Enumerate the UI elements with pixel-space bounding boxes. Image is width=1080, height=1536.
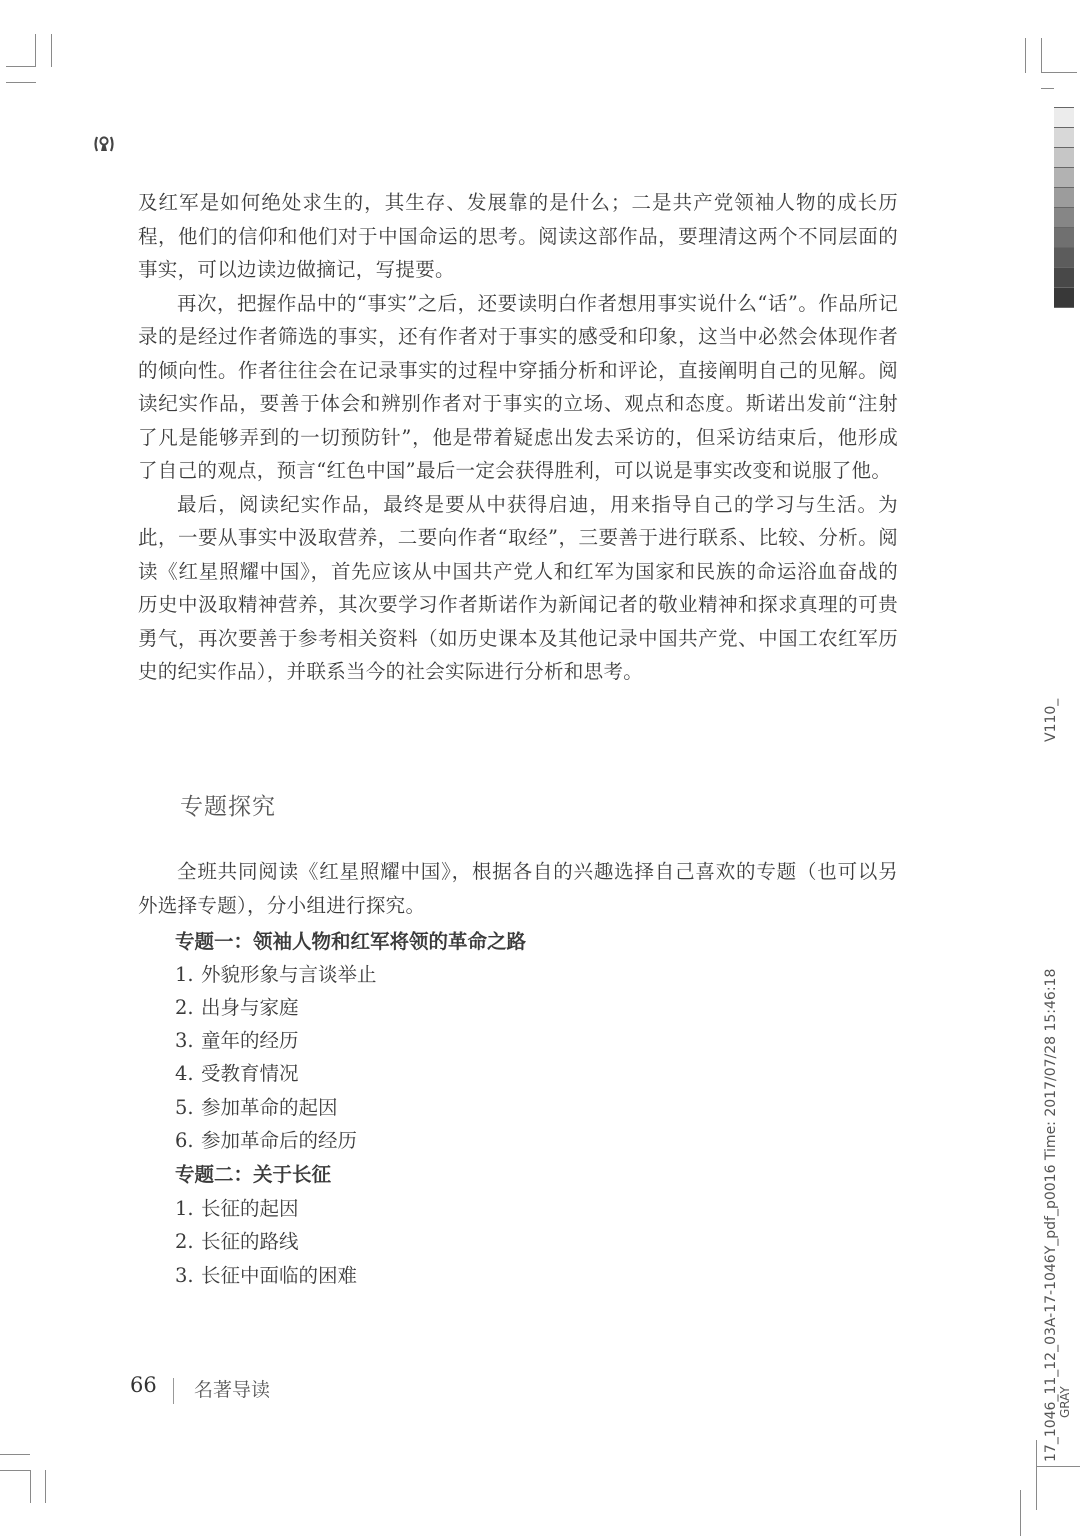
gray-step [1054, 248, 1074, 268]
item-text: 长征中面临的困难 [201, 1264, 358, 1287]
section-title: 专题探究 [180, 794, 276, 820]
paragraph-1: 及红军是如何绝处求生的，其生存、发展靠的是什么；二是共产党领袖人物的成长历程，他们的信仰和他们对于中国命运的思考。阅读这部作品，要理清这两个不同层面的事实，可以边读边做摘记，写提要。 [138, 191, 898, 281]
item-number: 2. [175, 1230, 194, 1253]
crop-mark-bottom-left-v1 [30, 1470, 31, 1503]
gray-step [1054, 108, 1074, 128]
topic-1-item [175, 1025, 299, 1053]
crop-mark-bottom-right-v2 [1036, 1466, 1037, 1510]
body-text [138, 186, 898, 689]
gray-step [1054, 88, 1074, 108]
topic-1-item [175, 1058, 299, 1086]
crop-mark-bottom-right-v1 [1036, 1440, 1037, 1466]
item-text: 参加革命的起因 [201, 1096, 338, 1119]
reading-tower-icon [93, 134, 115, 158]
crop-mark-top-right-h1 [1041, 72, 1077, 73]
item-number: 3. [175, 1264, 194, 1287]
paragraph-2: 再次，把握作品中的“事实”之后，还要读明白作者想用事实说什么“话”。作品所记录的是经过作者筛选的事实，还有作者对于事实的感受和印象，这当中必然会体现作者的倾向性。作者往往会在记录事实的过程中穿插分析和评论，直接阐明自己的见解。阅读纪实作品，要善于体会和辨别作者对于事实的立场、观点和态度。斯诺出发前“注射了凡是能够弄到的一切预防针”，他是带着疑虑出发去采访的，但采访结束后，他形成了自己的观点，预言“红色中国”最后一定会获得胜利，可以说是事实改变和说服了他。 [138, 291, 898, 482]
crop-mark-top-left-h2 [6, 82, 36, 83]
gray-step [1054, 168, 1074, 188]
crop-mark-top-right-v2 [1041, 38, 1042, 73]
item-text: 外貌形象与言谈举止 [201, 963, 377, 986]
gray-step [1054, 228, 1074, 248]
topic-2-item [175, 1193, 299, 1221]
crop-mark-bottom-left-v2 [45, 1470, 46, 1503]
item-number: 1. [175, 963, 194, 986]
topic-1-item [175, 1125, 357, 1153]
item-text: 童年的经历 [201, 1029, 299, 1052]
gray-step [1054, 288, 1074, 308]
item-number: 1. [175, 1197, 194, 1220]
page-number: 66 [130, 1373, 157, 1397]
item-text: 参加革命后的经历 [201, 1129, 358, 1152]
gray-step [1054, 208, 1074, 228]
crop-mark-top-left-h1 [6, 66, 36, 67]
crop-mark-top-left-v2 [51, 34, 52, 67]
item-text: 出身与家庭 [201, 996, 299, 1019]
topic-2-heading: 专题二：关于长征 [175, 1163, 332, 1186]
section-intro [138, 855, 898, 922]
reading-tower-icon-svg [93, 134, 115, 154]
version-slug: V110_ [1043, 698, 1059, 742]
crop-mark-bottom-right-v3 [1020, 1490, 1021, 1536]
topic-1-heading: 专题一：领袖人物和红军将领的革命之路 [175, 930, 527, 953]
footer-divider [173, 1378, 174, 1404]
item-number: 5. [175, 1096, 194, 1119]
topic-1-item [175, 1092, 338, 1120]
topic-2-item [175, 1260, 357, 1288]
item-text: 长征的路线 [201, 1230, 299, 1253]
crop-mark-top-right-v1 [1025, 38, 1026, 73]
item-number: 4. [175, 1062, 194, 1085]
item-text: 受教育情况 [201, 1062, 299, 1085]
crop-mark-bottom-left-h1 [0, 1454, 30, 1455]
grayscale-calibration-strip [1054, 88, 1074, 308]
crop-mark-bottom-left-h2 [0, 1470, 30, 1471]
gray-step [1054, 188, 1074, 208]
gray-step [1054, 268, 1074, 288]
topic-2-item [175, 1226, 299, 1254]
section-intro-text: 全班共同阅读《红星照耀中国》，根据各自的兴趣选择自己喜欢的专题（也可以另外选择专题），分小组进行探究。 [138, 860, 898, 917]
color-mode-slug: GRAY [1058, 1386, 1072, 1418]
gray-step [1054, 148, 1074, 168]
crop-mark-bottom-right-h1 [1036, 1466, 1080, 1467]
job-info-slug: 17_1046_11_12_03A-17-1046Y_pdf_p0016 Time: 2017/07/28 15:46:18 [1043, 968, 1059, 1462]
gray-step [1054, 128, 1074, 148]
topic-1-item [175, 992, 299, 1020]
topic-1-item [175, 959, 377, 987]
item-text: 长征的起因 [201, 1197, 299, 1220]
crop-mark-top-right-h2 [1041, 88, 1055, 89]
item-number: 2. [175, 996, 194, 1019]
book-title: 名著导读 [194, 1379, 271, 1401]
item-number: 3. [175, 1029, 194, 1052]
item-number: 6. [175, 1129, 194, 1152]
paragraph-3: 最后，阅读纪实作品，最终是要从中获得启迪，用来指导自己的学习与生活。为此，一要从事实中汲取营养，二要向作者“取经”，三要善于进行联系、比较、分析。阅读《红星照耀中国》，首先应该从中国共产党人和红军为国家和民族的命运浴血奋战的历史中汲取精神营养，其次要学习作者斯诺作为新闻记者的敬业精神和探求真理的可贵勇气，再次要善于参考相关资料（如历史课本及其他记录中国共产党、中国工农红军历史的纪实作品），并联系当今的社会实际进行分析和思考。 [138, 492, 898, 683]
crop-mark-top-left-v1 [35, 34, 36, 67]
